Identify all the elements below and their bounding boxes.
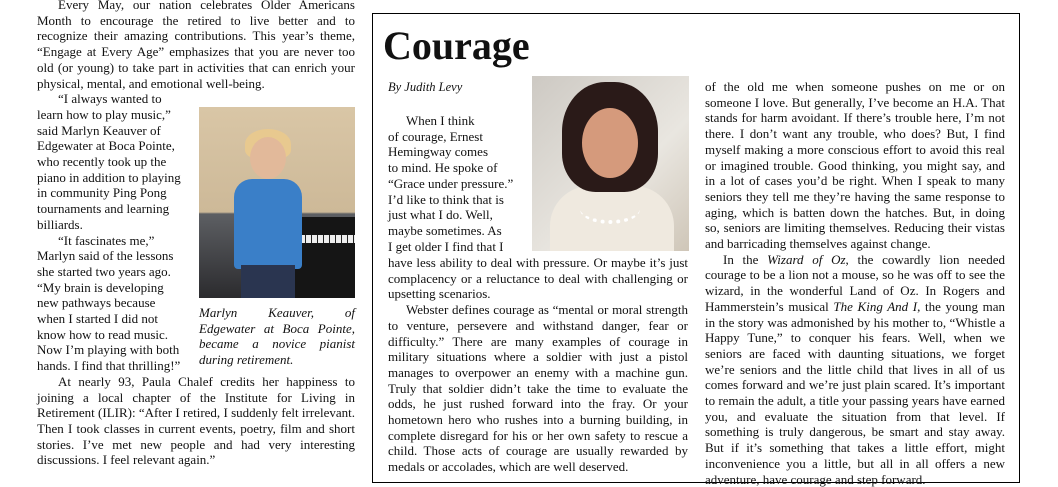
text-line: piano in addition to playing bbox=[37, 169, 181, 185]
text-line: new pathways because bbox=[37, 295, 156, 311]
text-line: just what I do. Well, bbox=[388, 207, 493, 223]
photo-caption: Marlyn Keauver, of Edgewater at Boca Pointe, became a novice pianist during retirement. bbox=[199, 305, 355, 368]
byline: By Judith Levy bbox=[388, 80, 463, 94]
text-line: I get older I find that I bbox=[388, 238, 504, 254]
article-col1-bottom bbox=[388, 255, 688, 475]
article-col2 bbox=[705, 79, 1005, 487]
text-line: hands. I find that thrilling!” bbox=[37, 358, 181, 374]
text-line: said Marlyn Keauver of bbox=[37, 122, 161, 138]
paragraph: have less ability to deal with pressure. Or maybe it’s just complacency or a reluctance to deal with challenging or upsetting scenarios. bbox=[388, 255, 688, 302]
text-line: “I always wanted to bbox=[58, 91, 162, 107]
text-line: Hemingway comes bbox=[388, 144, 489, 160]
text-line: Now I’m playing with both bbox=[37, 342, 180, 358]
text-line: “Grace under pressure.” bbox=[388, 175, 514, 191]
text-line: to mind. He spoke of bbox=[388, 160, 498, 176]
paragraph: Webster defines courage as “mental or moral strength to venture, persevere and withstand danger, fear or difficulty.” There are many examples of courage in military situations where a soldier with just a pistol manages to overpower an enemy with a machine gun. Truly that soldier didn’t take the time to evaluate the odds, he just rushed forward into the fray. Or your hometown hero who rushes into a burning building, in complete disregard for his or her own safety to rescue a child. Those acts of courage are usually rewarded by medals or accolades, which are well deserved. bbox=[388, 302, 688, 475]
text-line: who recently took up the bbox=[37, 154, 167, 170]
text-run: , the cowardly lion needed courage to be a lion not a mouse, so he was off to see the wizard, in the wonderful Land of Oz. In Rogers and Hammerstein’s musical bbox=[705, 251, 1005, 314]
closing-paragraph: At nearly 93, Paula Chalef credits her happiness to joining a local chapter of the Institute for Living in Retirement (ILIR): “After I retired, I suddenly felt irrelevant. Then I took classes in current events, poetry, film and short stories. I’ve met new people and had very interesting discussions. I feel relevant again.” bbox=[37, 373, 355, 468]
text-line: she started two years ago. bbox=[37, 263, 171, 279]
text-run: In the bbox=[723, 251, 768, 267]
text-line: Edgewater at Boca Pointe, bbox=[37, 138, 175, 154]
text-line: “It fascinates me,” bbox=[58, 232, 155, 248]
text-line: of courage, Ernest bbox=[388, 128, 483, 144]
text-line: billiards. bbox=[37, 216, 83, 232]
text-line: in community Ping Pong bbox=[37, 185, 167, 201]
paragraph bbox=[705, 252, 1005, 487]
italic-title: Wizard of Oz bbox=[767, 251, 846, 267]
text-line: maybe sometimes. As bbox=[388, 222, 502, 238]
text-run: , the young man in the story was admonished by his mother to, “Whistle a Happy Tune,” to conquer his fears. Well, when we seniors are faced with daunting situations, we forget we’re seniors and the little child that lives in all of us comes forward and we’re just plain scared. It’s important to remain the adult, a title your passing years have earned you, and evaluate the situation from that level. If something is truly dangerous, be smart and stay away. But if it’s something that takes a little effort, might inconvenience you a little, but all in all offers a new adventure, have courage and step forward. bbox=[705, 298, 1006, 487]
article-col1-top bbox=[388, 113, 526, 254]
text-line: when I started I did not bbox=[37, 311, 158, 327]
author-photo bbox=[532, 76, 689, 251]
text-line: “My brain is developing bbox=[37, 279, 164, 295]
text-line: tournaments and learning bbox=[37, 201, 170, 217]
article-title: Courage bbox=[383, 23, 530, 68]
text-line: Marlyn said of the lessons bbox=[37, 248, 174, 264]
italic-title: The King And I bbox=[833, 298, 918, 314]
text-line: When I think bbox=[406, 113, 475, 128]
intro-paragraph: Every May, our nation celebrates Older Americans Month to encourage the retired to live better and to recognize their amazing contributions. This year’s theme, “Engage at Every Age” emphasizes that you are never too old (or young) to take part in activities that can enrich your physical, mental, and emotional well-being. bbox=[37, 0, 355, 91]
marlyn-photo bbox=[199, 107, 355, 298]
quote-block bbox=[37, 91, 195, 374]
text-line: I’d like to think that is bbox=[388, 191, 504, 207]
text-line: learn how to play music,” bbox=[37, 106, 171, 122]
paragraph: of the old me when someone pushes on me or on someone I love. But generally, I’ve become an H.A. That stands for harm avoidant. If there’s trouble here, I’m not there. I don’t want any trouble, who does? But, I find myself making a more conscious effort to avoid this real or imagined trouble. Good thinking, you might say, and in a lot of cases you’d be right. When I speak to many seniors they tell me they’re having the same response to aging, which is batten down the hatches. But, in doing so, seniors are limiting themselves. Reducing their vistas and barricading themselves against change. bbox=[705, 79, 1005, 252]
text-line: know how to read music. bbox=[37, 326, 169, 342]
